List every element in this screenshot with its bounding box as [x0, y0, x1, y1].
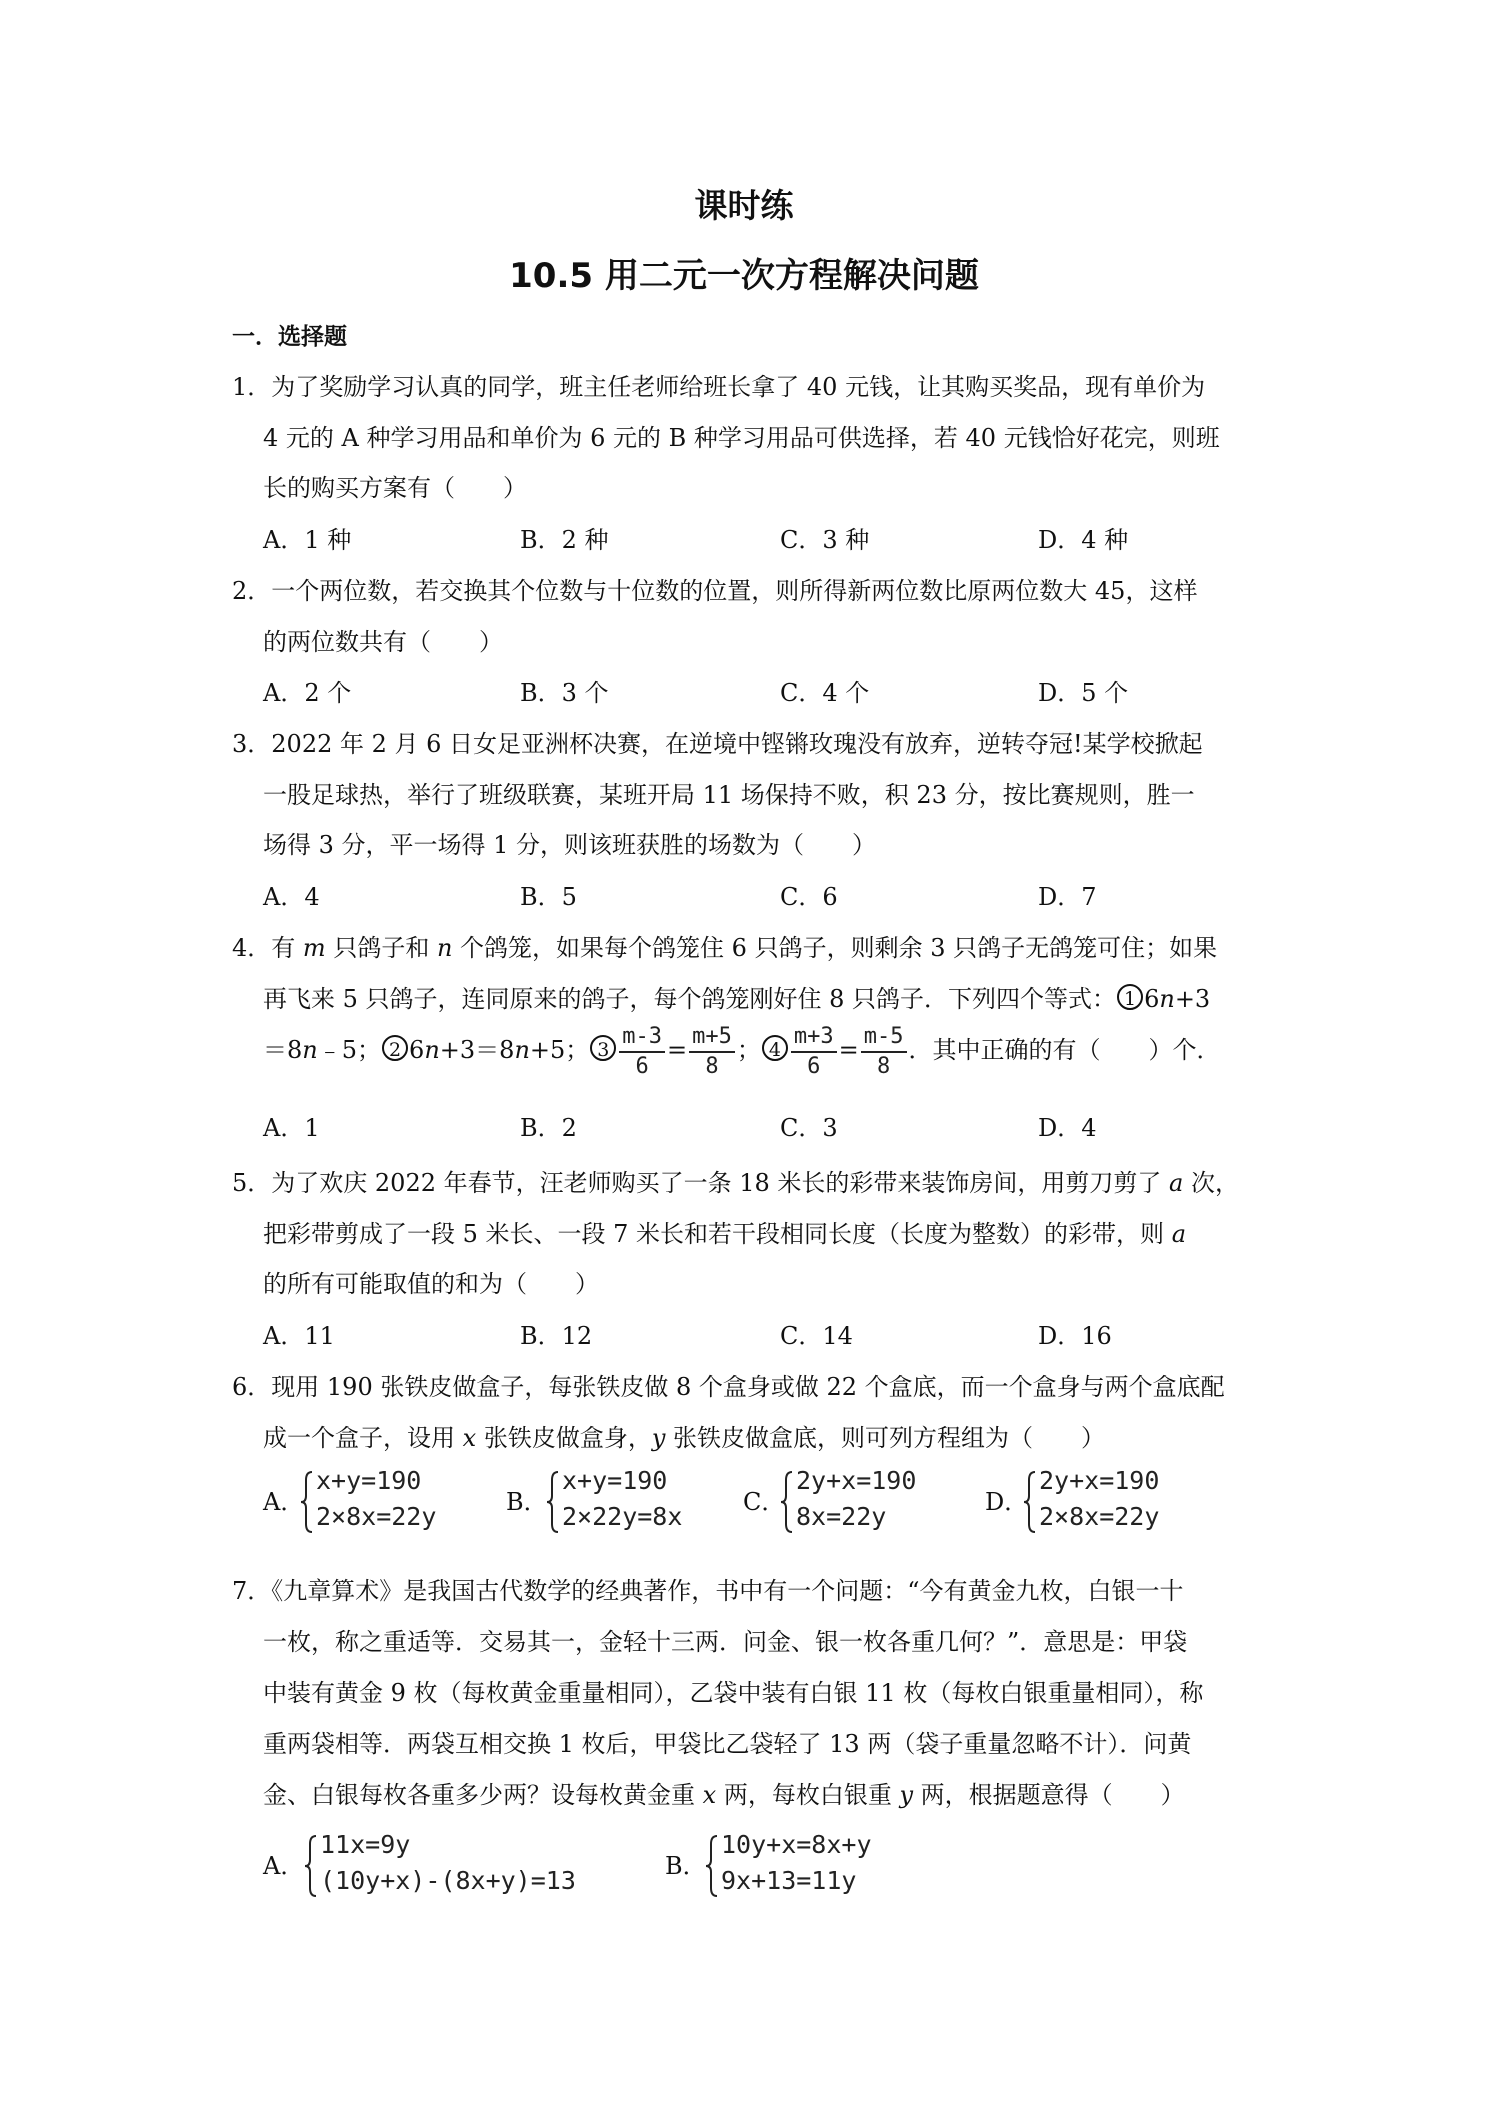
text: +3＝8 — [439, 1036, 515, 1064]
numerator: m-3 — [619, 1023, 665, 1053]
text: ＝8 — [263, 1036, 303, 1064]
question-7-line-4: 重两袋相等．两袋互相交换 1 枚后，甲袋比乙袋轻了 13 两（袋子重量忽略不计）．问黄 — [263, 1730, 1192, 1758]
equation-1: x+y=190 — [316, 1466, 422, 1495]
left-brace-icon — [300, 1470, 314, 1534]
option-c[interactable]: C．3 种 — [780, 526, 870, 554]
question-number: 2． — [232, 577, 272, 605]
question-text: 为了奖励学习认真的同学，班主任老师给班长拿了 40 元钱，让其购买奖品，现有单价为 — [271, 373, 1206, 401]
variable-n: n — [1159, 985, 1175, 1013]
option-d[interactable]: D．16 — [1038, 1322, 1112, 1350]
variable-n: n — [302, 1036, 318, 1064]
option-a[interactable]: A．11 — [263, 1322, 335, 1350]
option-c-label[interactable]: C． — [743, 1488, 786, 1516]
option-a-label[interactable]: A． — [263, 1852, 305, 1880]
question-4-line-2 — [263, 979, 1210, 1014]
variable-a: a — [1169, 1169, 1184, 1197]
option-b[interactable]: B．2 种 — [520, 526, 609, 554]
text: 成一个盒子，设用 — [263, 1424, 463, 1452]
text: 6 — [409, 1036, 425, 1064]
text: 只鸽子和 — [325, 934, 437, 962]
variable-y: y — [899, 1781, 914, 1809]
text: ； — [736, 1036, 761, 1064]
question-1-line-3: 长的购买方案有（ ） — [263, 474, 527, 502]
text: 张铁皮做盒底，则可列方程组为（ ） — [665, 1424, 1106, 1452]
circled-number-2: 2 — [382, 1035, 408, 1061]
question-5-line-1 — [232, 1163, 1239, 1198]
variable-n: n — [424, 1036, 440, 1064]
option-a[interactable]: A．1 种 — [263, 526, 352, 554]
option-d[interactable]: D．7 — [1038, 883, 1097, 911]
left-brace-icon — [705, 1834, 719, 1898]
option-a[interactable]: A．2 个 — [263, 679, 352, 707]
option-a[interactable]: A．4 — [263, 883, 320, 911]
circled-number-3: 3 — [590, 1035, 616, 1061]
option-d[interactable]: D．4 — [1038, 1114, 1097, 1142]
equation-1: 2y+x=190 — [1039, 1466, 1160, 1495]
text: 张铁皮做盒身， — [476, 1424, 652, 1452]
text: 金、白银每枚各重多少两？设每枚黄金重 — [263, 1781, 703, 1809]
equation-2: 9x+13=11y — [721, 1866, 857, 1895]
page-title: 课时练 — [694, 186, 794, 225]
option-b[interactable]: B．12 — [520, 1322, 593, 1350]
question-7-line-1 — [232, 1571, 1184, 1606]
variable-n: n — [436, 934, 453, 962]
left-brace-icon — [546, 1470, 560, 1534]
question-number: 1． — [232, 373, 272, 401]
question-1-line-2: 4 元的 A 种学习用品和单价为 6 元的 B 种学习用品可供选择，若 40 元钱恰好花完，则班 — [263, 424, 1220, 452]
question-3-line-3: 场得 3 分，平一场得 1 分，则该班获胜的场数为（ ） — [263, 831, 877, 859]
question-text: 《九章算术》是我国古代数学的经典著作，书中有一个问题：“今有黄金九枚，白银一十 — [271, 1577, 1184, 1605]
variable-x: x — [702, 1781, 717, 1809]
question-number: 4． — [232, 934, 272, 962]
numerator: m-5 — [861, 1023, 907, 1053]
text: 个鸽笼，如果每个鸽笼住 6 只鸽子，则剩余 3 只鸽子无鸽笼可住；如果 — [452, 934, 1218, 962]
left-brace-icon — [304, 1834, 318, 1898]
variable-m: m — [302, 934, 326, 962]
text: 两，每枚白银重 — [716, 1781, 900, 1809]
option-b[interactable]: B．2 — [520, 1114, 577, 1142]
fraction — [619, 1023, 665, 1081]
equation-2: 2×8x=22y — [1039, 1502, 1160, 1531]
equation-2: 8x=22y — [796, 1502, 887, 1531]
option-c[interactable]: C．14 — [780, 1322, 853, 1350]
denominator: 8 — [705, 1053, 719, 1079]
left-brace-icon — [1023, 1470, 1037, 1534]
fraction — [791, 1023, 837, 1081]
text: +3 — [1174, 985, 1211, 1013]
page-subtitle: 10.5 用二元一次方程解决问题 — [509, 256, 979, 296]
text: ﹣5； — [317, 1036, 382, 1064]
equation-2: 2×22y=8x — [562, 1502, 683, 1531]
option-b-label[interactable]: B． — [506, 1488, 548, 1516]
option-a-label[interactable]: A． — [263, 1488, 305, 1516]
numerator: m+5 — [689, 1023, 735, 1053]
equation-2: 2×8x=22y — [316, 1502, 437, 1531]
option-c[interactable]: C．4 个 — [780, 679, 870, 707]
text: 两，根据题意得（ ） — [913, 1781, 1185, 1809]
equals-sign: = — [838, 1036, 859, 1064]
denominator: 8 — [877, 1053, 891, 1079]
equation-1: 11x=9y — [320, 1830, 411, 1859]
question-text: 2022 年 2 月 6 日女足亚洲杯决赛，在逆境中铿锵玫瑰没有放弃，逆转夺冠!某学校掀起 — [271, 730, 1203, 758]
circled-number-4: 4 — [762, 1035, 788, 1061]
question-number: 5． — [232, 1169, 272, 1197]
option-a[interactable]: A．1 — [263, 1114, 320, 1142]
option-d[interactable]: D．5 个 — [1038, 679, 1129, 707]
question-4-line-1 — [232, 928, 1217, 963]
fraction — [861, 1023, 907, 1081]
option-b[interactable]: B．3 个 — [520, 679, 609, 707]
option-b[interactable]: B．5 — [520, 883, 577, 911]
question-number: 7． — [232, 1577, 272, 1605]
question-7-line-3: 中装有黄金 9 枚（每枚黄金重量相同），乙袋中装有白银 11 枚（每枚白银重量相同），称 — [263, 1679, 1204, 1707]
denominator: 6 — [807, 1053, 821, 1079]
equals-sign: = — [667, 1036, 688, 1064]
text: +5； — [529, 1036, 590, 1064]
text: 6 — [1144, 985, 1160, 1013]
variable-n: n — [514, 1036, 530, 1064]
numerator: m+3 — [791, 1023, 837, 1053]
question-6-line-1 — [232, 1367, 1225, 1402]
text: 为了欢庆 2022 年春节，汪老师购买了一条 18 米长的彩带来装饰房间，用剪刀剪了 — [271, 1169, 1170, 1197]
equation-1: 2y+x=190 — [796, 1466, 917, 1495]
text: ．其中正确的有（ ）个． — [908, 1036, 1221, 1064]
variable-y: y — [651, 1424, 666, 1452]
question-number: 3． — [232, 730, 272, 758]
equation-1: x+y=190 — [562, 1466, 668, 1495]
variable-a: a — [1171, 1220, 1186, 1248]
question-6-line-2 — [263, 1418, 1105, 1453]
option-d-label[interactable]: D． — [985, 1488, 1029, 1516]
question-5-line-2 — [263, 1214, 1186, 1249]
option-c[interactable]: C．3 — [780, 1114, 838, 1142]
question-4-line-3 — [263, 1018, 1221, 1082]
question-1-line-1 — [232, 367, 1205, 402]
question-3-line-1 — [232, 724, 1203, 759]
question-7-line-5 — [263, 1775, 1185, 1810]
question-3-line-2: 一股足球热，举行了班级联赛，某班开局 11 场保持不败，积 23 分，按比赛规则，胜一 — [263, 781, 1195, 809]
text: 次， — [1183, 1169, 1239, 1197]
equation-1: 10y+x=8x+y — [721, 1830, 872, 1859]
fraction — [689, 1023, 735, 1081]
variable-x: x — [462, 1424, 477, 1452]
question-text: 现用 190 张铁皮做盒子，每张铁皮做 8 个盒身或做 22 个盒底，而一个盒身与两个盒底配 — [271, 1373, 1225, 1401]
option-c[interactable]: C．6 — [780, 883, 838, 911]
question-text: 一个两位数，若交换其个位数与十位数的位置，则所得新两位数比原两位数大 45，这样 — [271, 577, 1198, 605]
text: 把彩带剪成了一段 5 米长、一段 7 米长和若干段相同长度（长度为整数）的彩带，则 — [263, 1220, 1172, 1248]
text: 有 — [271, 934, 303, 962]
question-number: 6． — [232, 1373, 272, 1401]
text: 再飞来 5 只鸽子，连同原来的鸽子，每个鸽笼刚好住 8 只鸽子．下列四个等式： — [263, 985, 1117, 1013]
circled-number-1: 1 — [1117, 984, 1143, 1010]
question-2-line-1 — [232, 571, 1197, 606]
question-7-line-2: 一枚，称之重适等．交易其一，金轻十三两．问金、银一枚各重几何？”．意思是：甲袋 — [263, 1628, 1188, 1656]
option-d[interactable]: D．4 种 — [1038, 526, 1129, 554]
left-brace-icon — [780, 1470, 794, 1534]
question-5-line-3: 的所有可能取值的和为（ ） — [263, 1270, 599, 1298]
option-b-label[interactable]: B． — [665, 1852, 707, 1880]
section-heading: 一．选择题 — [232, 324, 347, 350]
denominator: 6 — [635, 1053, 649, 1079]
question-2-line-2: 的两位数共有（ ） — [263, 628, 503, 656]
equation-2: (10y+x)-(8x+y)=13 — [320, 1866, 576, 1895]
